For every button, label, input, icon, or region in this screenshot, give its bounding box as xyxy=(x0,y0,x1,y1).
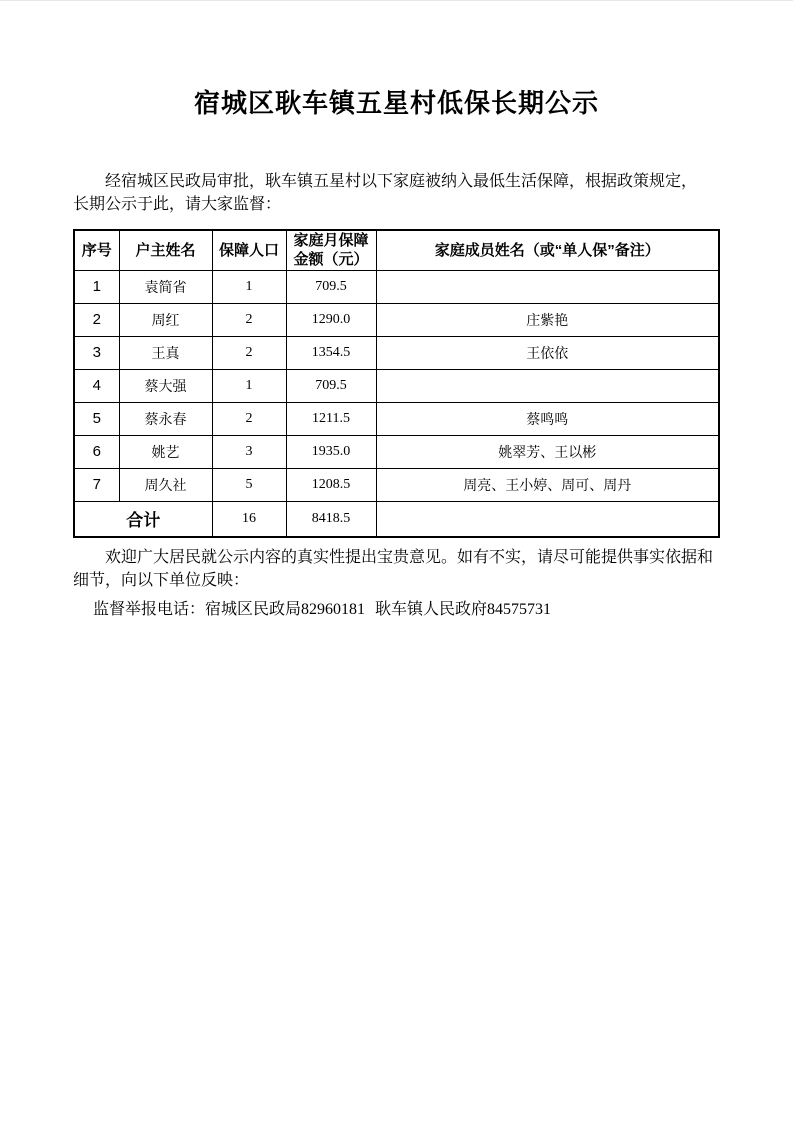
cell-no: 5 xyxy=(74,402,119,435)
cell-amount: 1354.5 xyxy=(286,336,376,369)
cell-no: 3 xyxy=(74,336,119,369)
table-total-row xyxy=(74,501,719,537)
cell-pop: 2 xyxy=(212,303,286,336)
cell-amount: 1290.0 xyxy=(286,303,376,336)
benefit-table xyxy=(73,229,720,538)
cell-members: 庄紫艳 xyxy=(376,303,719,336)
cell-pop: 5 xyxy=(212,468,286,501)
header-name: 户主姓名 xyxy=(119,230,212,270)
cell-pop: 1 xyxy=(212,369,286,402)
cell-no: 2 xyxy=(74,303,119,336)
total-members xyxy=(376,501,719,537)
cell-members xyxy=(376,369,719,402)
table-row xyxy=(74,336,719,369)
header-pop: 保障人口 xyxy=(212,230,286,270)
cell-name: 王真 xyxy=(119,336,212,369)
cell-amount: 709.5 xyxy=(286,369,376,402)
header-amount: 家庭月保障金额（元） xyxy=(286,230,376,270)
table-row xyxy=(74,303,719,336)
cell-amount: 709.5 xyxy=(286,270,376,303)
total-label: 合计 xyxy=(74,501,212,537)
outro-line-1: 欢迎广大居民就公示内容的真实性提出宝贵意见。如有不实，请尽可能提供事实依据和 xyxy=(105,549,714,566)
table-header-row xyxy=(74,230,719,270)
report-hotline-line xyxy=(93,598,551,621)
total-pop: 16 xyxy=(212,501,286,537)
table-row xyxy=(74,369,719,402)
cell-members: 姚翠芳、王以彬 xyxy=(376,435,719,468)
cell-amount: 1935.0 xyxy=(286,435,376,468)
table-row xyxy=(74,270,719,303)
report-office-town-government: 耿车镇人民政府84575731 xyxy=(375,601,552,618)
header-members: 家庭成员姓名（或“单人保”备注） xyxy=(376,230,719,270)
table-row xyxy=(74,468,719,501)
cell-pop: 1 xyxy=(212,270,286,303)
page-title: 宿城区耿车镇五星村低保长期公示 xyxy=(193,89,599,118)
intro-paragraph xyxy=(73,170,733,216)
cell-name: 周久社 xyxy=(119,468,212,501)
cell-no: 7 xyxy=(74,468,119,501)
cell-amount: 1208.5 xyxy=(286,468,376,501)
intro-line-2: 长期公示于此，请大家监督： xyxy=(73,196,282,213)
header-no: 序号 xyxy=(74,230,119,270)
outro-line-2: 细节，向以下单位反映： xyxy=(73,572,250,589)
total-amount: 8418.5 xyxy=(286,501,376,537)
cell-members xyxy=(376,270,719,303)
table-row xyxy=(74,435,719,468)
cell-name: 蔡永春 xyxy=(119,402,212,435)
report-hotline-label: 监督举报电话： xyxy=(93,601,206,618)
cell-no: 6 xyxy=(74,435,119,468)
report-office-civil-affairs: 宿城区民政局82960181 xyxy=(205,601,366,618)
cell-pop: 3 xyxy=(212,435,286,468)
cell-name: 袁简省 xyxy=(119,270,212,303)
cell-name: 蔡大强 xyxy=(119,369,212,402)
cell-pop: 2 xyxy=(212,402,286,435)
cell-members: 周亮、王小婷、周可、周丹 xyxy=(376,468,719,501)
cell-no: 1 xyxy=(74,270,119,303)
cell-members: 蔡鸣鸣 xyxy=(376,402,719,435)
outro-paragraph xyxy=(73,546,733,592)
cell-name: 周红 xyxy=(119,303,212,336)
cell-amount: 1211.5 xyxy=(286,402,376,435)
cell-no: 4 xyxy=(74,369,119,402)
table-row xyxy=(74,402,719,435)
intro-line-1: 经宿城区民政局审批，耿车镇五星村以下家庭被纳入最低生活保障，根据政策规定， xyxy=(105,173,698,190)
cell-members: 王依依 xyxy=(376,336,719,369)
cell-pop: 2 xyxy=(212,336,286,369)
cell-name: 姚艺 xyxy=(119,435,212,468)
